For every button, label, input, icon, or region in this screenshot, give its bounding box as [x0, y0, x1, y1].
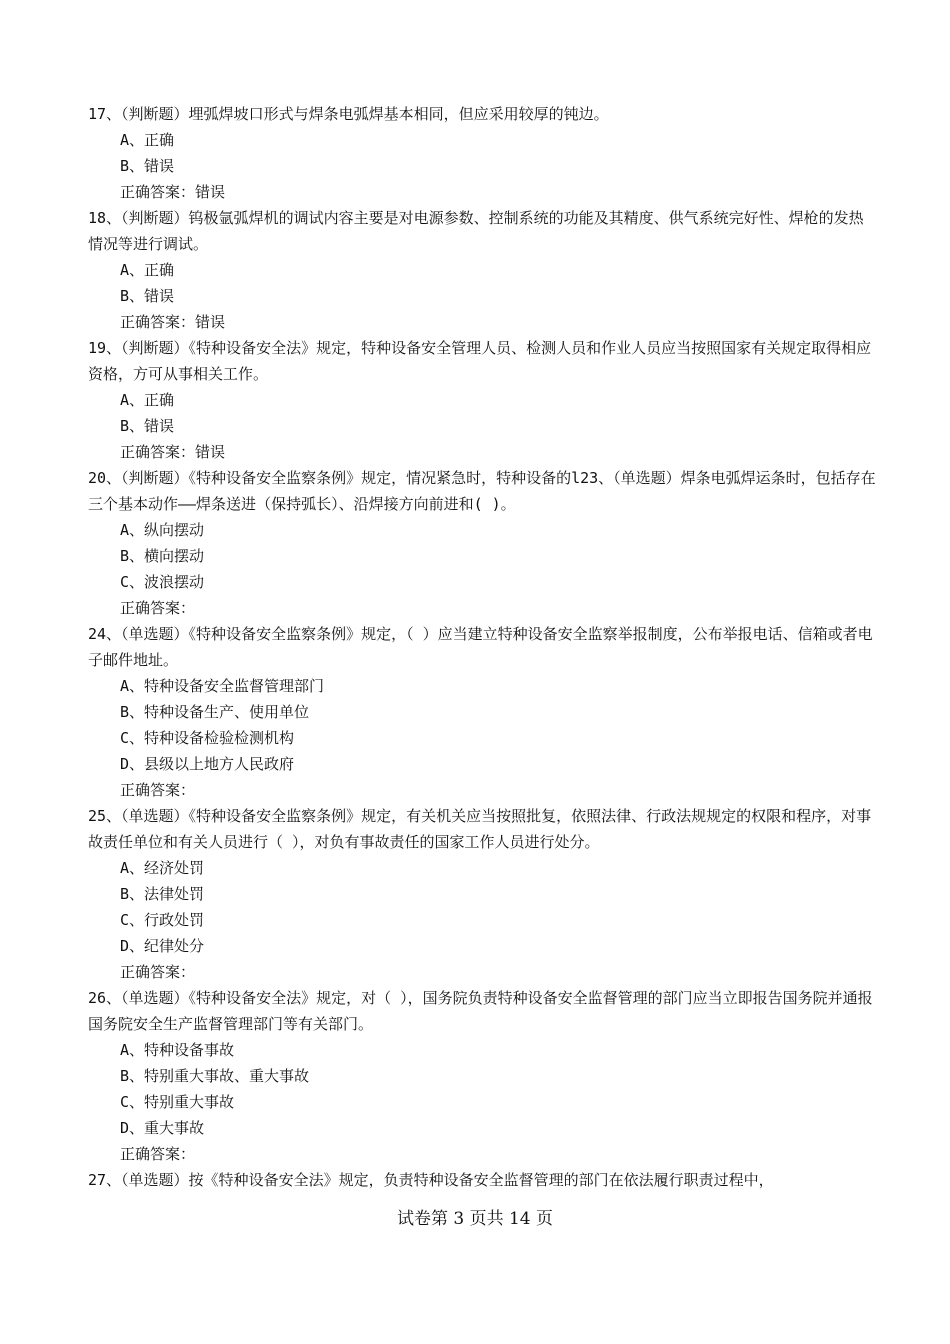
answer-option: B、错误 [120, 157, 175, 175]
answer-option: D、县级以上地方人民政府 [120, 755, 295, 773]
answer-option: D、重大事故 [120, 1119, 205, 1137]
correct-answer: 正确答案： [120, 1145, 196, 1163]
answer-option: C、特种设备检验检测机构 [120, 729, 295, 747]
question-text: 18、（判断题）钨极氩弧焊机的调试内容主要是对电源参数、控制系统的功能及其精度、供气系统完好性、焊枪的发热情况等进行调试。 [88, 209, 864, 253]
answer-option: A、特种设备事故 [120, 1041, 235, 1059]
answer-option: B、特别重大事故、重大事故 [120, 1067, 310, 1085]
answer-option: B、横向摆动 [120, 547, 205, 565]
question-block [88, 335, 878, 465]
page-footer: 试卷第 3 页共 14 页 [396, 1209, 554, 1229]
question-block [88, 621, 878, 803]
question-block [88, 1167, 878, 1193]
question-text: 19、（判断题）《特种设备安全法》规定，特种设备安全管理人员、检测人员和作业人员应当按照国家有关规定取得相应资格，方可从事相关工作。 [88, 339, 872, 383]
answer-option: A、纵向摆动 [120, 521, 205, 539]
correct-answer: 正确答案：错误 [120, 183, 226, 201]
answer-option: B、特种设备生产、使用单位 [120, 703, 310, 721]
question-list [88, 101, 878, 1193]
question-text: 27、（单选题）按《特种设备安全法》规定，负责特种设备安全监督管理的部门在依法履行职责过程中， [88, 1171, 774, 1189]
correct-answer: 正确答案： [120, 963, 196, 981]
correct-answer: 正确答案： [120, 599, 196, 617]
answer-option: A、经济处罚 [120, 859, 205, 877]
answer-option: B、错误 [120, 287, 175, 305]
question-text: 25、（单选题）《特种设备安全监察条例》规定，有关机关应当按照批复，依照法律、行政法规规定的权限和程序，对事故责任单位和有关人员进行（ ），对负有事故责任的国家工作人员进行处分。 [88, 807, 872, 851]
answer-option: C、波浪摆动 [120, 573, 205, 591]
answer-option: A、正确 [120, 391, 175, 409]
correct-answer: 正确答案：错误 [120, 443, 226, 461]
answer-option: A、正确 [120, 261, 175, 279]
question-text: 20、（判断题）《特种设备安全监察条例》规定，情况紧急时，特种设备的l23、（单选题）焊条电弧焊运条时，包括存在三个基本动作——焊条送进（保持弧长）、沿焊接方向前进和( )。 [88, 469, 876, 513]
question-text: 26、（单选题）《特种设备安全法》规定，对（ ），国务院负责特种设备安全监督管理的部门应当立即报告国务院并通报国务院安全生产监督管理部门等有关部门。 [88, 989, 873, 1033]
answer-option: C、特别重大事故 [120, 1093, 235, 1111]
question-block [88, 205, 878, 335]
answer-option: C、行政处罚 [120, 911, 205, 929]
question-block [88, 803, 878, 985]
question-block [88, 101, 878, 205]
question-text: 17、（判断题）埋弧焊坡口形式与焊条电弧焊基本相同，但应采用较厚的钝边。 [88, 105, 609, 123]
answer-option: B、错误 [120, 417, 175, 435]
answer-option: A、正确 [120, 131, 175, 149]
question-block [88, 465, 878, 621]
correct-answer: 正确答案： [120, 781, 196, 799]
correct-answer: 正确答案：错误 [120, 313, 226, 331]
answer-option: A、特种设备安全监督管理部门 [120, 677, 325, 695]
question-text: 24、（单选题）《特种设备安全监察条例》规定，（ ）应当建立特种设备安全监察举报制度，公布举报电话、信箱或者电子邮件地址。 [88, 625, 873, 669]
answer-option: B、法律处罚 [120, 885, 205, 903]
question-block [88, 985, 878, 1167]
answer-option: D、纪律处分 [120, 937, 205, 955]
